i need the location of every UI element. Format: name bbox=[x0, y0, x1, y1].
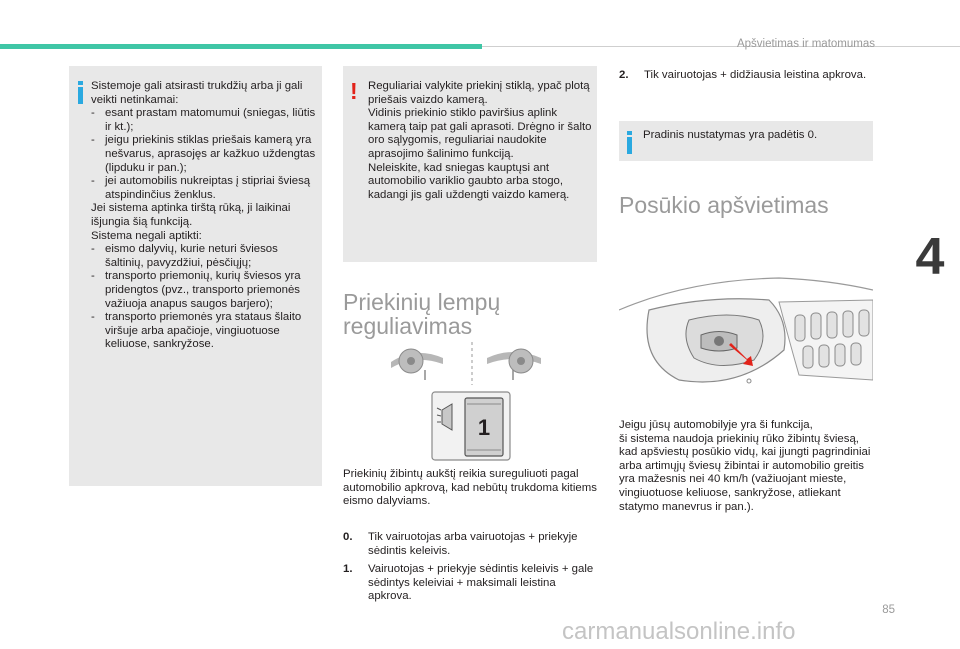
dial-value: 1 bbox=[477, 415, 491, 440]
list-item: 1. Vairuotojas + priekyje sėdintis keleivis + gale sėdintys keleiviai + maksimali leistina apkrova. bbox=[343, 563, 594, 603]
note-text: Pradinis nustatymas yra padėtis 0. bbox=[643, 129, 818, 141]
info-box-text bbox=[91, 80, 318, 352]
list-item: - transporto priemonių, kurių šviesos yra pridengtos (pvz., transporto priemonės važiuoja anapus saugos barjero); bbox=[91, 270, 301, 310]
header-rule bbox=[482, 46, 960, 47]
chapter-number: 4 bbox=[915, 228, 945, 286]
steering-wheel-right-icon bbox=[487, 349, 541, 380]
warning-box-text bbox=[368, 80, 592, 202]
list-item: 2. Tik vairuotojas + didžiausia leistina apkrova. bbox=[619, 69, 867, 81]
watermark: carmanualsonline.info bbox=[562, 618, 796, 645]
headlamp-dial-icon bbox=[432, 392, 510, 460]
headlamp-heading: Priekinių lempų reguliavimas bbox=[343, 289, 501, 339]
header-accent-bar bbox=[0, 44, 482, 49]
headlamp-intro: Priekinių žibintų aukštį reikia sureguliuoti pagal automobilio apkrovą, kad nebūtų trukdoma kitiems eismo dalyviams. bbox=[343, 468, 597, 508]
info-intro: Sistemoje gali atsirasti trukdžių arba ji gali veikti netinkamai: bbox=[91, 80, 303, 106]
warning-para-2: Vidinis priekinio stiklo paviršius aplink kamerą taip pat gali aprasoti. Drėgno ir šalto oro sąlygomis, reguliariai naudokite aprasojimo šalinimo funkciją. bbox=[368, 107, 592, 160]
list-item: - transporto priemonės yra stataus šlaito viršuje arba apačioje, vingiuotuose keliuose, sankryžose. bbox=[91, 311, 302, 351]
headlamp-adjuster-illustration bbox=[385, 340, 560, 462]
warning-para-3: Neleiskite, kad sniegas kauptųsi ant automobilio variklio gaubto arba stogo, kadangi jis gali uždengti vaizdo kamerą. bbox=[368, 161, 570, 201]
list-item: 0. Tik vairuotojas arba vairuotojas + priekyje sėdintis keleivis. bbox=[343, 531, 578, 557]
warning-icon: ! bbox=[350, 78, 358, 104]
cornering-heading: Posūkio apšvietimas bbox=[619, 192, 829, 218]
list-item: - jeigu priekinis stiklas priešais kamerą yra nešvarus, aprasojęs ar kažkuo uždengtas (lipduku ir pan.); bbox=[91, 134, 316, 174]
info-undetected-intro: Sistema negali aptikti: bbox=[91, 229, 202, 242]
info-middle: Jei sistema aptinka tirštą rūką, ji laikinai išjungia šią funkciją. bbox=[91, 202, 291, 228]
info-icon bbox=[78, 81, 85, 104]
list-item: - jei automobilis nukreiptas į stipriai šviesą atspindinčius ženklus. bbox=[91, 175, 311, 201]
list-item: - eismo dalyvių, kurie neturi šviesos šaltinių, pavyzdžiui, pėsčiųjų; bbox=[91, 243, 278, 269]
car-front-illustration bbox=[619, 240, 873, 410]
chapter-tab bbox=[900, 222, 960, 292]
info-icon bbox=[627, 131, 634, 154]
warning-para-1: Reguliariai valykite priekinį stiklą, ypač plotą priešais vaizdo kamerą. bbox=[368, 80, 590, 106]
list-item: - esant prastam matomumui (sniegas, liūtis ir kt.); bbox=[91, 107, 316, 133]
steering-wheel-left-icon bbox=[391, 349, 443, 380]
page-number: 85 bbox=[882, 604, 895, 616]
cornering-description: Jeigu jūsų automobilyje yra ši funkcija, ši sistema naudoja priekinių rūko žibintų šviesą, kad apšviestų posūkio vidų, kai įjungti pagrindiniai arba artimųjų šviesų žibintai ir automobilio greitis yra mažesnis nei 40 km/h (važiuojant mieste, vingiuotuose keliuose, sankryžose, atliekant statymo manevrus ir pan.). bbox=[619, 419, 871, 513]
section-title: Apšvietimas ir matomumas bbox=[736, 38, 875, 50]
